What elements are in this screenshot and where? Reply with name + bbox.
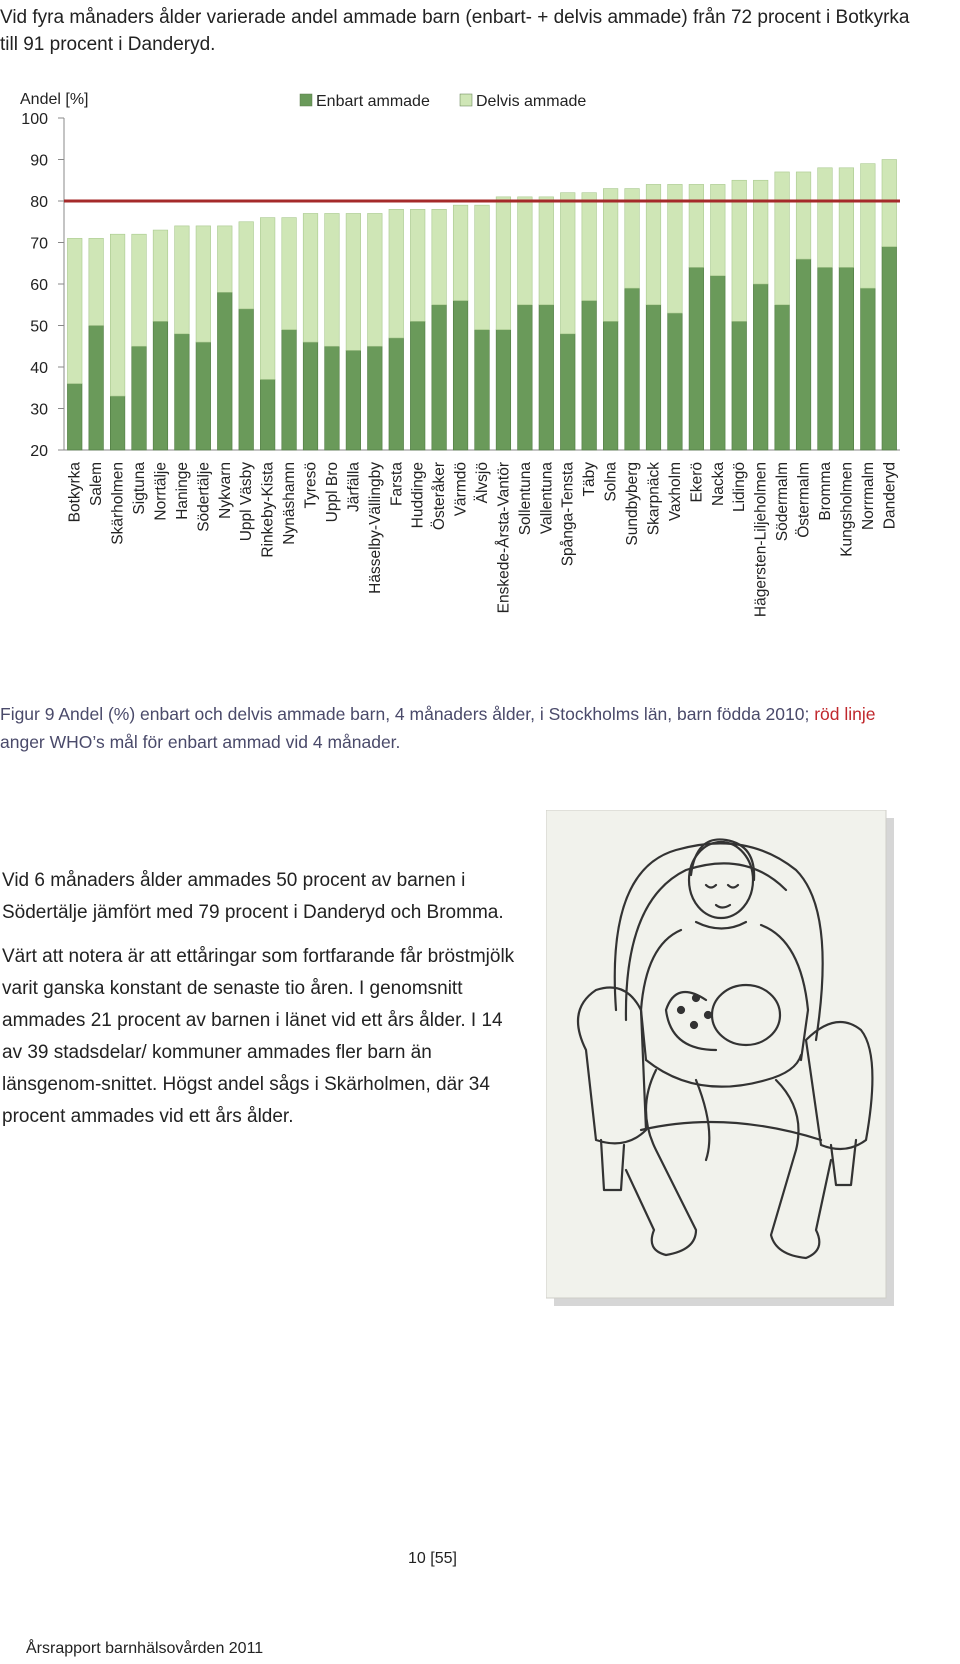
x-tick-label: Värmdö xyxy=(452,461,470,517)
bar-delvis-ammade xyxy=(625,189,640,289)
bar-enbart-ammade xyxy=(110,396,125,450)
bar-enbart-ammade xyxy=(67,384,82,450)
bar-delvis-ammade xyxy=(110,234,125,396)
bar-enbart-ammade xyxy=(346,350,361,450)
x-tick-label: Salem xyxy=(88,462,106,506)
bar-enbart-ammade xyxy=(646,305,661,450)
caption-red-line-label: röd linje xyxy=(814,704,876,724)
x-tick-label: Uppl Väsby xyxy=(238,462,256,542)
legend-label-enbart: Enbart ammade xyxy=(316,93,430,110)
bar-enbart-ammade xyxy=(582,301,597,450)
x-tick-label: Hägersten-Liljeholmen xyxy=(752,462,770,618)
y-axis-label: Andel [%] xyxy=(20,91,89,108)
bar-enbart-ammade xyxy=(217,292,232,450)
bar-enbart-ammade xyxy=(560,334,575,450)
x-tick-label: Ekerö xyxy=(688,462,706,503)
bar-enbart-ammade xyxy=(753,284,768,450)
x-tick-label: Tyresö xyxy=(302,462,320,509)
bar-delvis-ammade xyxy=(217,226,232,292)
bar-delvis-ammade xyxy=(239,222,254,309)
bar-delvis-ammade xyxy=(603,189,618,322)
bar-enbart-ammade xyxy=(196,342,211,450)
bar-delvis-ammade xyxy=(346,213,361,350)
y-tick-label: 90 xyxy=(30,152,48,170)
bar-delvis-ammade xyxy=(582,193,597,301)
y-tick-label: 60 xyxy=(30,277,48,294)
y-tick-label: 40 xyxy=(30,360,48,377)
x-tick-label: Nynäshamn xyxy=(281,462,299,545)
x-tick-label: Haninge xyxy=(173,462,191,520)
bar-delvis-ammade xyxy=(175,226,190,334)
bar-enbart-ammade xyxy=(496,330,511,450)
x-tick-label: Skarpnäck xyxy=(645,462,663,536)
x-tick-label: Nykvarn xyxy=(216,462,234,519)
x-tick-label: Hässelby-Vällingby xyxy=(366,462,384,594)
bar-enbart-ammade xyxy=(389,338,404,450)
x-tick-label: Farsta xyxy=(388,462,406,506)
bar-delvis-ammade xyxy=(689,184,704,267)
bar-enbart-ammade xyxy=(410,321,425,450)
bar-enbart-ammade xyxy=(260,379,275,450)
x-tick-label: Sollentuna xyxy=(516,462,534,536)
x-tick-label: Järfälla xyxy=(345,462,363,512)
bar-enbart-ammade xyxy=(239,309,254,450)
x-tick-label: Täby xyxy=(581,462,599,497)
page-footer: Årsrapport barnhälsovården 2011 xyxy=(26,1640,264,1657)
bar-delvis-ammade xyxy=(818,168,833,268)
x-tick-label: Rinkeby-Kista xyxy=(259,462,277,558)
x-tick-label: Sigtuna xyxy=(131,462,149,515)
x-tick-label: Danderyd xyxy=(881,462,899,530)
bar-enbart-ammade xyxy=(818,267,833,450)
x-tick-label: Enskede-Årsta-Vantör xyxy=(495,462,513,614)
body-text xyxy=(2,865,522,1145)
bar-delvis-ammade xyxy=(753,180,768,284)
x-tick-label: Sundbyberg xyxy=(624,462,642,546)
bar-delvis-ammade xyxy=(796,172,811,259)
bar-enbart-ammade xyxy=(539,305,554,450)
bar-delvis-ammade xyxy=(282,218,297,330)
bar-enbart-ammade xyxy=(603,321,618,450)
mother-breastfeeding-illustration xyxy=(546,810,898,1310)
bar-delvis-ammade xyxy=(711,184,726,275)
x-tick-label: Södermalm xyxy=(774,462,792,542)
body-paragraph-1: Vid 6 månaders ålder ammades 50 procent av barnen i Södertälje jämfört med 79 procent i Danderyd och Bromma. xyxy=(2,870,504,923)
bar-enbart-ammade xyxy=(432,305,447,450)
bar-delvis-ammade xyxy=(153,230,168,321)
bar-enbart-ammade xyxy=(475,330,490,450)
bar-delvis-ammade xyxy=(132,234,147,346)
x-tick-label: Huddinge xyxy=(409,462,427,529)
legend-label-delvis: Delvis ammade xyxy=(476,93,587,110)
breastfeeding-chart xyxy=(0,86,910,686)
bar-enbart-ammade xyxy=(839,267,854,450)
bar-enbart-ammade xyxy=(882,247,897,450)
x-tick-label: Nacka xyxy=(709,462,727,506)
y-tick-label: 100 xyxy=(21,111,48,128)
x-tick-label: Botkyrka xyxy=(66,462,84,523)
bar-delvis-ammade xyxy=(475,205,490,330)
x-tick-label: Lidingö xyxy=(731,462,749,512)
bar-delvis-ammade xyxy=(861,164,876,289)
bar-delvis-ammade xyxy=(668,184,683,313)
bar-enbart-ammade xyxy=(861,288,876,450)
bar-delvis-ammade xyxy=(882,160,897,247)
caption-text-end: anger WHO’s mål för enbart ammad vid 4 månader. xyxy=(0,732,401,752)
bar-enbart-ammade xyxy=(368,346,383,450)
bar-enbart-ammade xyxy=(625,288,640,450)
bar-delvis-ammade xyxy=(539,197,554,305)
bar-delvis-ammade xyxy=(89,238,104,325)
bar-delvis-ammade xyxy=(560,193,575,334)
bar-enbart-ammade xyxy=(453,301,468,450)
bar-enbart-ammade xyxy=(175,334,190,450)
y-tick-label: 50 xyxy=(30,318,48,336)
x-tick-label: Älvsjö xyxy=(474,462,491,504)
y-tick-label: 70 xyxy=(30,235,48,253)
bar-enbart-ammade xyxy=(689,267,704,450)
bar-enbart-ammade xyxy=(132,346,147,450)
x-tick-label: Norrmalm xyxy=(859,462,877,531)
bar-delvis-ammade xyxy=(303,213,318,342)
x-tick-label: Norrtälje xyxy=(152,462,170,521)
figure-caption xyxy=(0,700,900,756)
x-tick-label: Vaxholm xyxy=(666,462,684,522)
bar-delvis-ammade xyxy=(453,205,468,300)
x-tick-label: Bromma xyxy=(816,462,834,521)
bar-enbart-ammade xyxy=(153,321,168,450)
bar-enbart-ammade xyxy=(282,330,297,450)
legend-swatch-enbart xyxy=(300,94,312,106)
bar-enbart-ammade xyxy=(89,326,104,451)
body-paragraph-2: Värt att notera är att ettåringar som fortfarande får bröstmjölk varit ganska konstant de senaste tio åren. I genomsnitt ammades 21 procent av barnen i länet vid ett års ålder. I 14 av 39 stadsdelar/ kommuner ammades fler barn än länsgenom-snittet. Högst andel sågs i Skärholmen, där 34 procent ammades vid ett års ålder. xyxy=(2,946,515,1127)
legend-swatch-delvis xyxy=(460,94,472,106)
x-tick-label: Solna xyxy=(602,462,620,502)
bar-delvis-ammade xyxy=(496,197,511,330)
bar-enbart-ammade xyxy=(303,342,318,450)
bar-delvis-ammade xyxy=(432,209,447,304)
x-tick-label: Östermalm xyxy=(795,462,813,538)
y-tick-label: 20 xyxy=(30,443,48,460)
bar-delvis-ammade xyxy=(260,218,275,380)
caption-text: Figur 9 Andel (%) enbart och delvis ammade barn, 4 månaders ålder, i Stockholms län, barn födda 2010; xyxy=(0,704,815,724)
bar-enbart-ammade xyxy=(711,276,726,450)
bar-delvis-ammade xyxy=(325,213,340,346)
x-tick-label: Österåker xyxy=(431,461,449,531)
bar-delvis-ammade xyxy=(67,238,82,383)
x-tick-label: Skärholmen xyxy=(109,462,127,545)
intro-paragraph: Vid fyra månaders ålder varierade andel ammade barn (enbart- + delvis ammade) från 72 procent i Botkyrka till 91 procent i Danderyd. xyxy=(0,7,910,55)
bar-enbart-ammade xyxy=(325,346,340,450)
bar-enbart-ammade xyxy=(775,305,790,450)
x-tick-label: Uppl Bro xyxy=(323,462,341,523)
x-tick-label: Spånga-Tensta xyxy=(559,462,577,567)
bar-enbart-ammade xyxy=(732,321,747,450)
bar-delvis-ammade xyxy=(196,226,211,342)
y-tick-label: 80 xyxy=(30,194,48,211)
bar-delvis-ammade xyxy=(368,213,383,346)
bar-delvis-ammade xyxy=(389,209,404,338)
y-tick-label: 30 xyxy=(30,401,48,419)
bar-enbart-ammade xyxy=(668,313,683,450)
bar-delvis-ammade xyxy=(775,172,790,305)
bar-delvis-ammade xyxy=(410,209,425,321)
bar-enbart-ammade xyxy=(518,305,533,450)
bar-enbart-ammade xyxy=(796,259,811,450)
x-tick-label: Vallentuna xyxy=(538,462,556,535)
x-tick-label: Kungsholmen xyxy=(838,462,856,557)
bar-delvis-ammade xyxy=(839,168,854,268)
bar-delvis-ammade xyxy=(518,197,533,305)
page-number: 10 [55] xyxy=(408,1550,457,1567)
x-tick-label: Södertälje xyxy=(195,462,213,532)
